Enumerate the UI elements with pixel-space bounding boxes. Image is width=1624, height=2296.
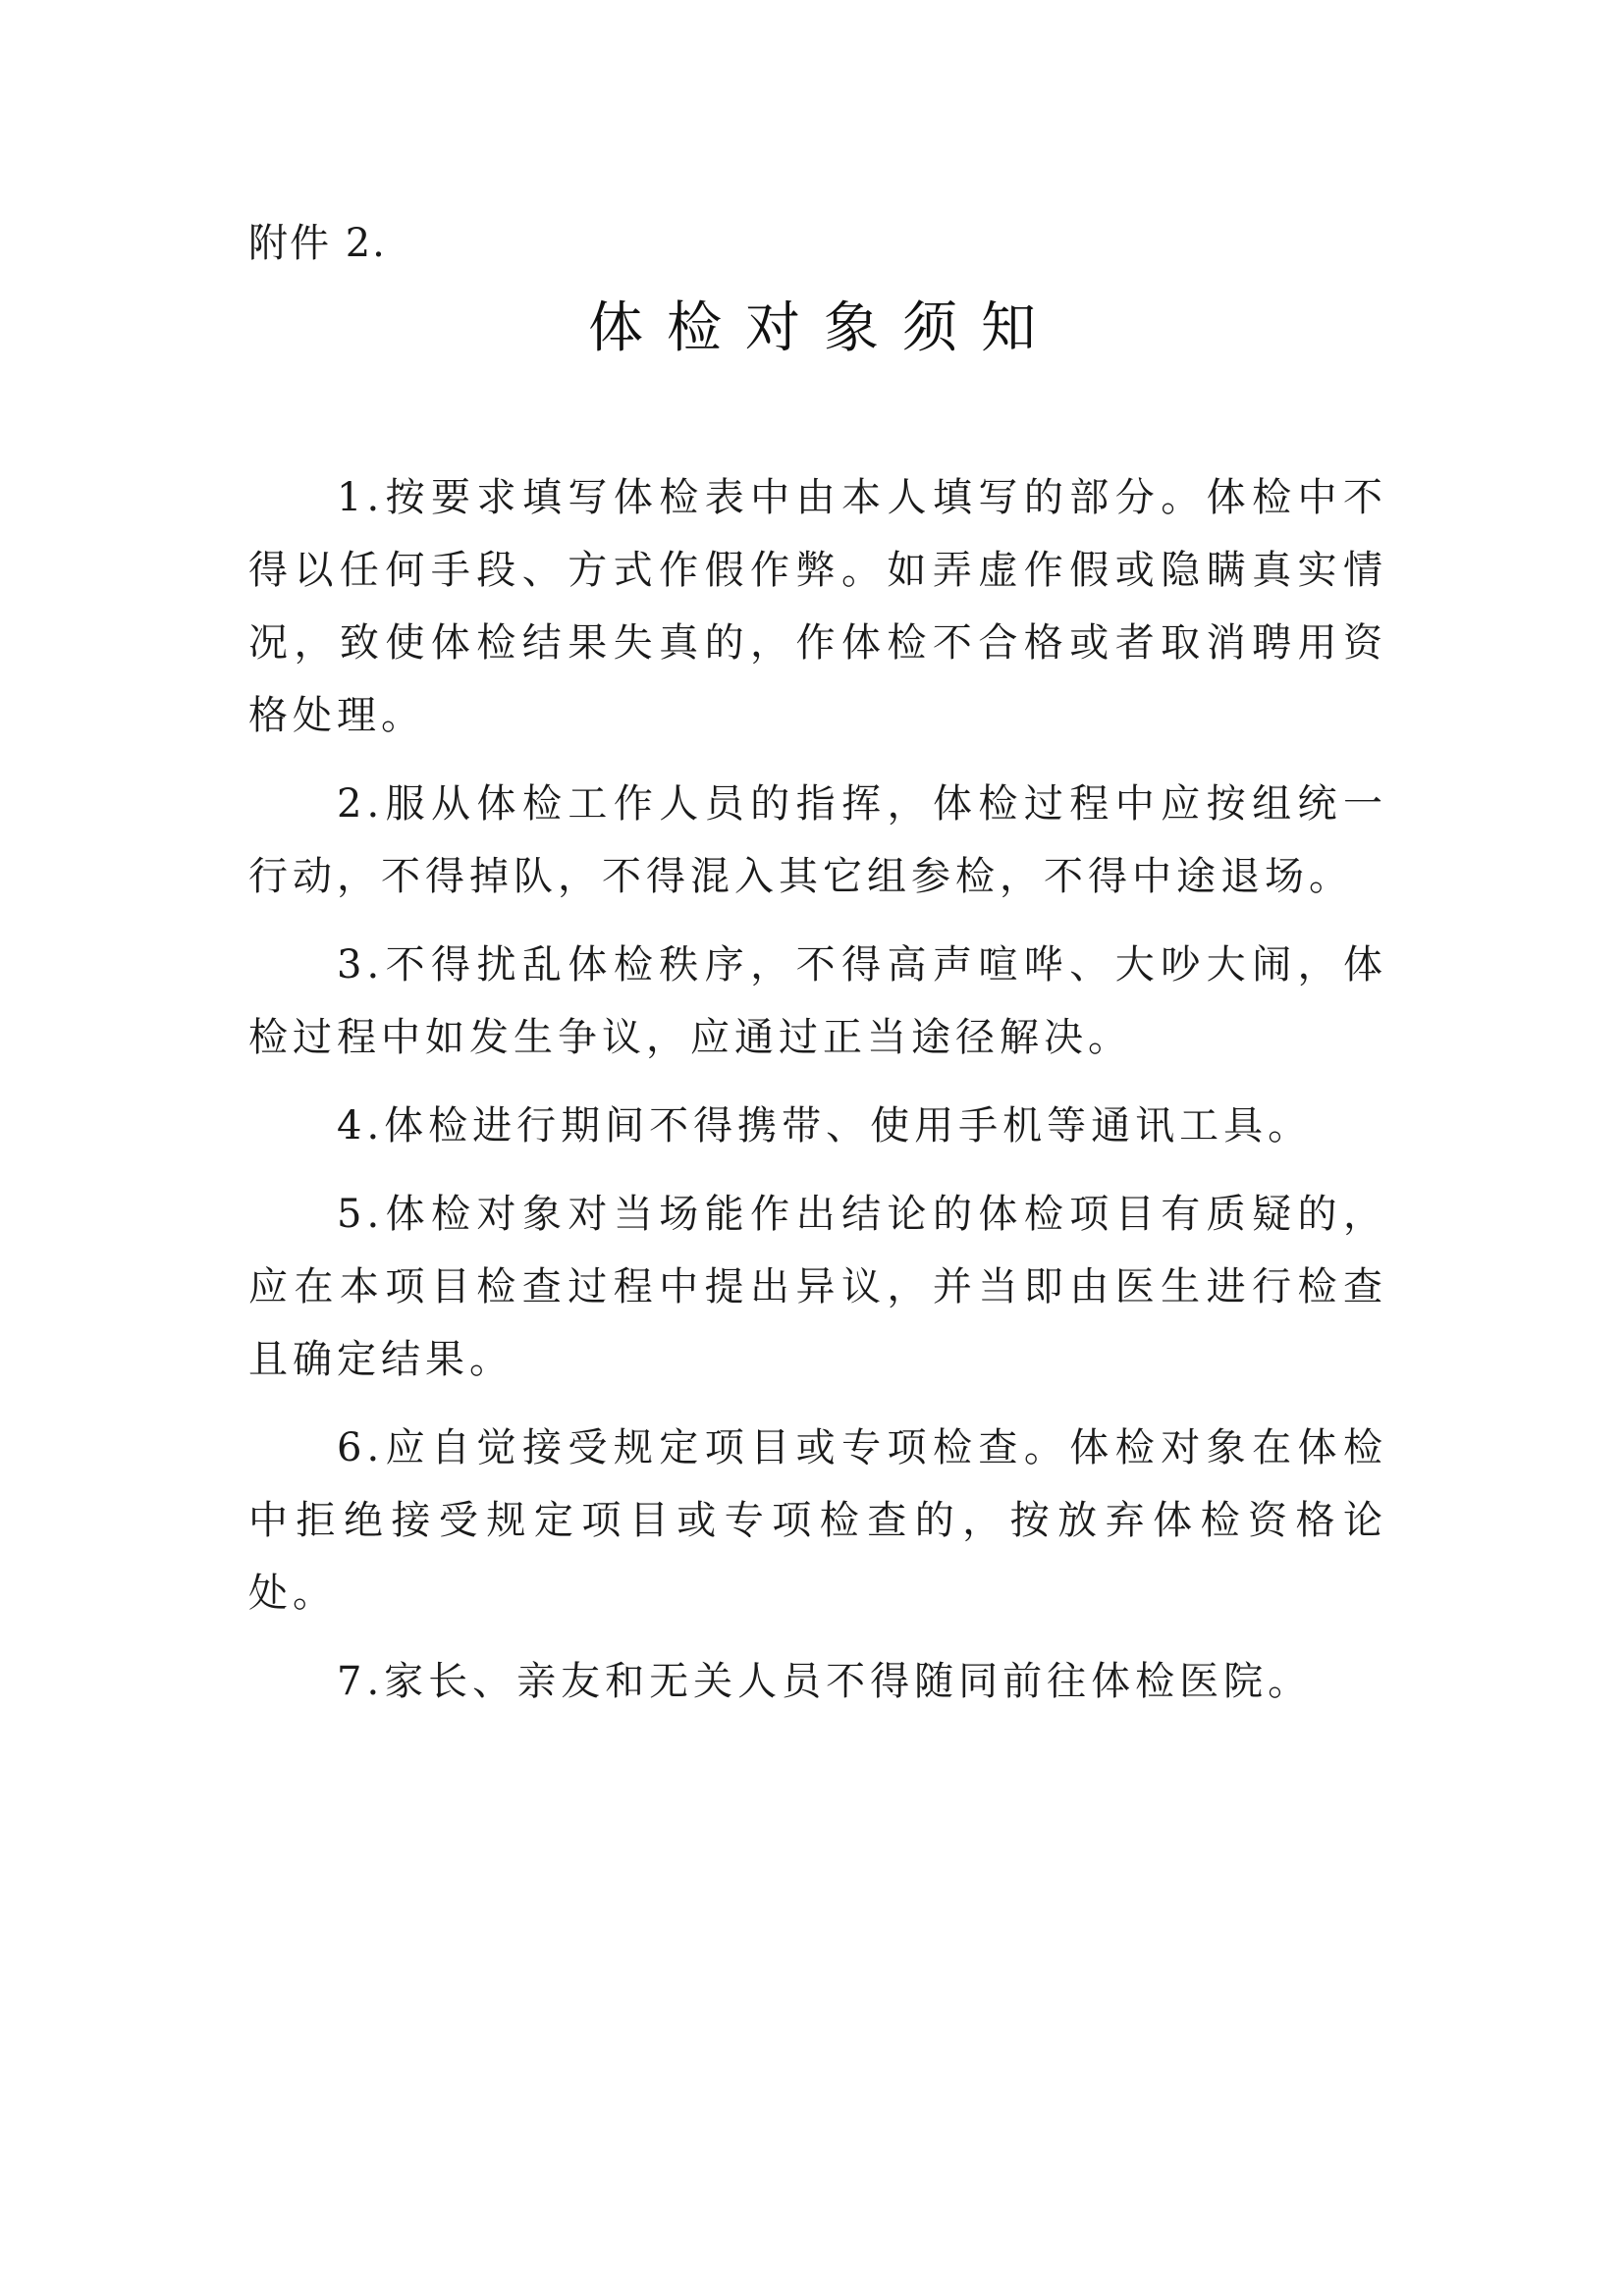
notice-item-3: 3.不得扰乱体检秩序，不得高声喧哗、大吵大闹，体检过程中如发生争议，应通过正当途径解决。 bbox=[248, 942, 1387, 1060]
notice-item-1: 1.按要求填写体检表中由本人填写的部分。体检中不得以任何手段、方式作假作弊。如弄虚作假或隐瞒真实情况，致使体检结果失真的，作体检不合格或者取消聘用资格处理。 bbox=[248, 475, 1387, 738]
notice-item-4: 4.体检进行期间不得携带、使用手机等通讯工具。 bbox=[337, 1103, 1313, 1148]
attachment-label: 附件 2. bbox=[248, 221, 387, 266]
notice-body bbox=[248, 461, 1387, 1734]
notice-item-5: 5.体检对象对当场能作出结论的体检项目有质疑的，应在本项目检查过程中提出异议，并当即由医生进行检查且确定结果。 bbox=[248, 1192, 1387, 1382]
page-title: 体检对象须知 bbox=[588, 296, 1059, 360]
notice-item-6: 6.应自觉接受规定项目或专项检查。体检对象在体检中拒绝接受规定项目或专项检查的，按放弃体检资格论处。 bbox=[248, 1425, 1387, 1616]
notice-item-2: 2.服从体检工作人员的指挥，体检过程中应按组统一行动，不得掉队，不得混入其它组参检，不得中途退场。 bbox=[248, 781, 1387, 899]
notice-item-7: 7.家长、亲友和无关人员不得随同前往体检医院。 bbox=[337, 1659, 1313, 1704]
